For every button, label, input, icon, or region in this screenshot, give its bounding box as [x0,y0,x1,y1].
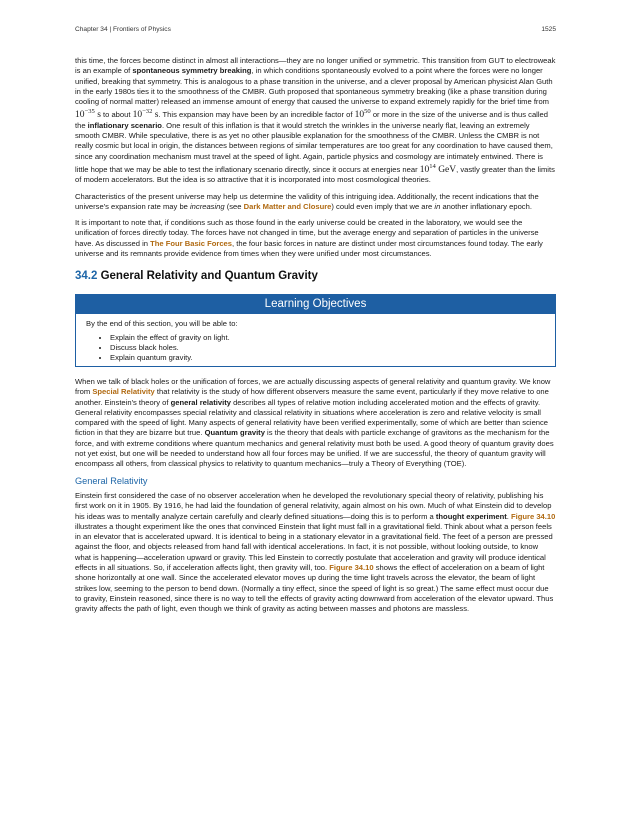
body-text [75,56,556,620]
paragraph-general-relativity: Einstein first considered the case of no observer acceleration when he developed the revolutionary special theory of relativity, publishing his first work on it in 1905. By 1916, he had laid the foundation of general relativity, again almost on his own. Much of what Einstein did to develop his ideas was to mentally analyze certain carefully and clearly defined situations—doing this is to perform a thought experiment. Figure 34.10 illustrates a thought experiment like the ones that convinced Einstein that light must fall in a gravitational field. Think about what a person feels in an elevator that is accelerated upward. It is identical to being in a stationary elevator in a gravitational field. The feet of a person are pressed against the floor, and objects released from hand fall with identical accelerations. In fact, it is not possible, without looking outside, to know what is happening—acceleration upward or gravity. This led Einstein to correctly postulate that acceleration and gravity will produce identical effects in all situations. So, if acceleration affects light, then gravity will, too. Figure 34.10 shows the effect of acceleration on a beam of light shone horizontally at one wall. Since the accelerated elevator moves up during the time light travels across the elevator, the beam of light strikes low, seeming to the person to bend down. (Normally a tiny effect, since the speed of light is so great.) The same effect must occur due to gravity, Einstein reasoned, since there is no way to tell the effects of gravity acting downward from acceleration of the elevator upward. Thus gravity affects the path of light, even though we think of gravity as acting between masses and photons are massless. [75,490,556,614]
learning-objectives-box [75,294,556,367]
link-figure-34-10[interactable]: Figure 34.10 [329,562,374,572]
running-header [75,26,556,33]
learning-objectives-list [86,333,545,363]
link-four-basic-forces[interactable]: The Four Basic Forces [150,238,233,248]
objective-item: • Explain the effect of gravity on light. [110,333,545,343]
paragraph-inflation: this time, the forces become distinct in almost all interactions—they are no longer unified or symmetric. This transition from GUT to electroweak is an example of spontaneous symmetry breaking, in which conditions spontaneously evolved to a point where the forces were no longer unified, breaking that symmetry. This is analogous to a phase transition in the universe, and a clever proposal by American physicist Alan Guth in the early 1980s ties it to the smoothness of the CMBR. Guth proposed that spontaneous symmetry breaking (like a phase transition during cooling of normal matter) released an immense amount of energy that caused the universe to expand extremely rapidly for the brief time from $10^{-35}$ s to about $10^{-32}$ s. This expansion may have been by an incredible factor of $10^{50}$ or more in the size of the universe and is thus called the inflationary scenario. One result of this inflation is that it would stretch the wrinkles in the universe nearly flat, leaving an extremely smooth CMBR. While speculative, there is as yet no other plausible explanation for the smoothness of the CMBR. Unless the CMBR is not really cosmic but local in origin, the distances between regions of similar temperatures are too great for any coordination to have caused them, since any coordination mechanism must travel at the speed of light. Again, particle physics and cosmology are intimately entwined. There is little hope that we may be able to test the inflationary scenario directly, since it occurs at energies near $10^{14}$ GeV, vastly greater than the limits of modern accelerators. But the idea is so attractive that it is incorporated into most cosmological theories. [75,56,556,185]
term-thought-experiment: thought experiment [435,511,507,521]
objective-item: • Discuss black holes. [110,343,545,353]
subsection-heading: General Relativity [75,475,148,486]
learning-objectives-intro: By the end of this section, you will be able to: [86,318,238,328]
term-inflationary-scenario: inflationary scenario [87,120,162,130]
link-figure-34-10[interactable]: Figure 34.10 [511,511,556,521]
learning-objectives-heading: Learning Objectives [76,295,555,314]
chapter-title: Chapter 34 | Frontiers of Physics [75,26,171,33]
term-general-relativity: general relativity [170,397,231,407]
paragraph-unification: It is important to note that, if conditions such as those found in the early universe could be created in the laboratory, we would see the unification of forces directly today. The forces have not changed in time, but the average energy and separation of particles in the universe have. As discussed in The Four Basic Forces, the four basic forces in nature are distinct under most circumstances found today. The early universe and its remnants provide evidence from times when they were unified under most circumstances. [75,218,543,259]
section-heading [75,271,556,281]
section-number: 34.2 [75,270,98,283]
math-time-start: $10^{-35}$ s [75,108,101,121]
math-time-end: $10^{-32}$ s [132,108,159,121]
paragraph-relativity-intro: When we talk of black holes or the unification of forces, we are actually discussing aspects of general relativity and quantum gravity. We know from Special Relativity that relativity is the study of how different observers measure the same event, particularly if they move relative to one another. Einstein's theory of general relativity describes all types of relative motion including accelerated motion and the effects of gravity. General relativity encompasses special relativity and classical relativity in situations where acceleration is zero and relative velocity is small compared with the speed of light. Many aspects of general relativity have been verified experimentally, some of which are better than science fiction in that they are bizarre but true. Quantum gravity is the theory that deals with particle exchange of gravitons as the mechanism for the force, and with extreme conditions where quantum mechanics and general relativity must both be used. A good theory of quantum gravity does not yet exist, but one will be needed to understand how all four forces may be unified. If we are successful, the theory of quantum gravity will encompass all others, from classical physics to relativity to quantum mechanics—truly a Theory of Everything (TOE). [75,376,554,469]
section-title: General Relativity and Quantum Gravity [97,270,318,283]
paragraph-characteristics: Characteristics of the present universe may help us determine the validity of this intriguing idea. Additionally, the recent indications that the universe's expansion rate may be increasing (see Dark Matter and Closure) could even imply that we are in another inflationary epoch. [75,191,539,211]
term-spontaneous-symmetry-breaking: spontaneous symmetry breaking [132,66,252,76]
page-number: 1525 [541,26,556,33]
link-dark-matter-and-closure[interactable]: Dark Matter and Closure [243,201,332,211]
term-quantum-gravity: Quantum gravity [204,428,265,438]
math-energy: $10^{14}$ GeV [419,162,457,175]
objective-item: • Explain quantum gravity. [110,353,545,363]
math-expansion-factor: $10^{50}$ [354,108,371,121]
link-special-relativity[interactable]: Special Relativity [92,387,155,397]
